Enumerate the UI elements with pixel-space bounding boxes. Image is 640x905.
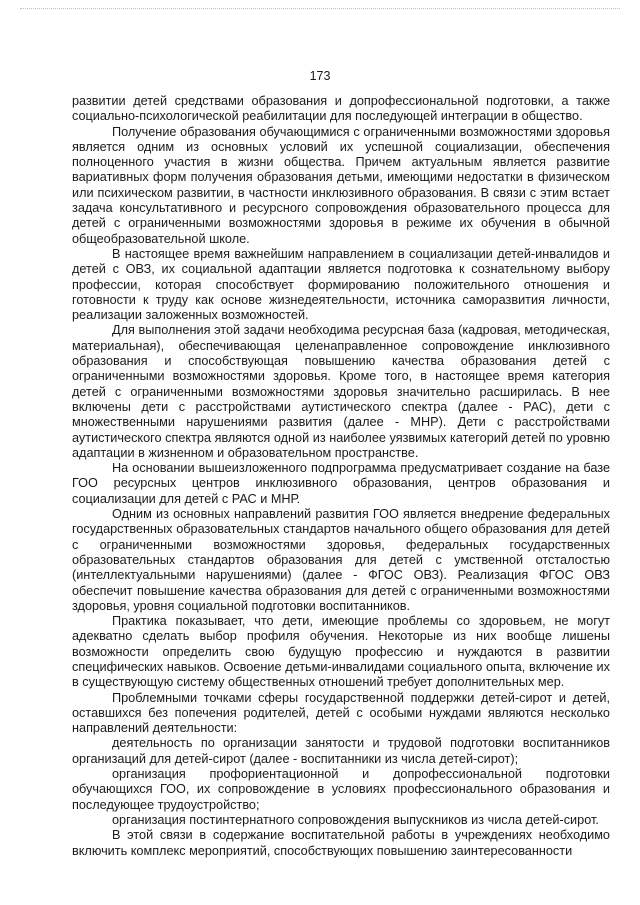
list-item: деятельность по организации занятости и трудовой подготовки воспитанников организаций для детей-сирот (далее - воспитанники из числа детей-сирот); [72, 736, 610, 766]
paragraph: Одним из основных направлений развития ГОО является внедрение федеральных государственных образовательных стандартов начального общего образования для детей с ограниченными возможностями здоровья, федеральных государственных образовательных стандартов образования для детей с умственной отсталостью (интеллектуальными нарушениями) (далее - ФГОС ОВЗ). Реализация ФГОС ОВЗ обеспечит повышение качества образования для детей с ограниченными возможностями здоровья, уровня социальной подготовки воспитанников. [72, 507, 610, 613]
paragraph: На основании вышеизложенного подпрограмма предусматривает создание на базе ГОО ресурсных центров инклюзивного образования, центров образования и социализации для детей с РАС и МНР. [72, 461, 610, 506]
list-item: организация профориентационной и допрофессиональной подготовки обучающихся ГОО, их сопровождение в условиях профессионального образования и последующее трудоустройство; [72, 767, 610, 812]
paragraph: Практика показывает, что дети, имеющие проблемы со здоровьем, не могут адекватно сделать выбор профиля обучения. Некоторые из них вообще лишены возможности определить свою будущую профессию и нуждаются в развитии специфических навыков. Освоение детьми-инвалидами социального опыта, включение их в существующую систему общественных отношений требует дополнительных мер. [72, 614, 610, 690]
paragraph: Проблемными точками сферы государственной поддержки детей-сирот и детей, оставшихся без попечения родителей, детей с особыми нуждами являются несколько направлений деятельности: [72, 690, 610, 736]
paragraph: развитии детей средствами образования и допрофессиональной подготовки, а также социально-психологической реабилитации для последующей интеграции в общество. [72, 94, 610, 124]
paragraph: Получение образования обучающимися с ограниченными возможностями здоровья является одним из основных условий их успешной социализации, обеспечения полноценного участия в жизни общества. Причем актуальным является развитие вариативных форм получения образования детьми, имеющими недостатки в физическом или психическом развитии, в частности инклюзивного образования. В связи с этим встает задача консультативного и ресурсного сопровождения образовательного процесса для детей с ограниченными возможностями здоровья в режиме их обучения в обычной общеобразовательной школе. [72, 124, 610, 246]
paragraph: В этой связи в содержание воспитательной работы в учреждениях необходимо включить комплекс мероприятий, способствующих повышению заинтересованности [72, 828, 610, 858]
paragraph: В настоящее время важнейшим направлением в социализации детей-инвалидов и детей с ОВЗ, их социальной адаптации является подготовка к сознательному выбору профессии, которая способствует формированию положительного отношения и готовности к труду как основе жизнедеятельности, источника саморазвития личности, реализации заложенных возможностей. [72, 246, 610, 323]
page-number: 173 [309, 69, 331, 83]
scan-edge-artifact [20, 8, 620, 10]
paragraph: Для выполнения этой задачи необходима ресурсная база (кадровая, методическая, материальная), обеспечивающая целенаправленное сопровождение инклюзивного образования и способствующая повышению качества образования детей с ограниченными возможностями здоровья. Кроме того, в настоящее время категория детей с ограниченными возможностями здоровья значительно расширилась. В нее включены дети с расстройствами аутистического спектра (далее - РАС), дети с множественными нарушениями развития (далее - МНР). Дети с расстройствами аутистического спектра являются одной из наиболее уязвимых категорий детей по уровню адаптации в жизненном и образовательном пространстве. [72, 323, 610, 460]
document-body [72, 94, 610, 859]
list-item: организация постинтернатного сопровождения выпускников из числа детей-сирот. [112, 812, 599, 827]
